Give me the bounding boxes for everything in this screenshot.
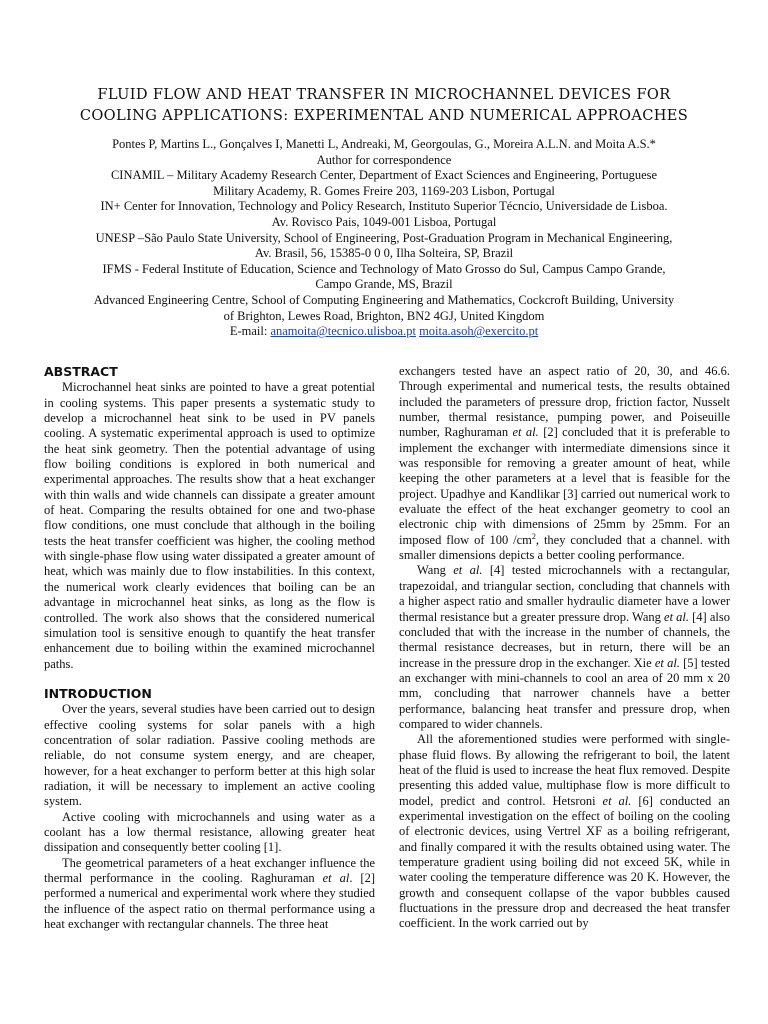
affiliation-line: UNESP –São Paulo State University, School of Engineering, Post-Graduation Program in Mechanical Engineering, (95, 230, 673, 245)
email-link-2[interactable]: moita.asoh@exercito.pt (419, 324, 539, 339)
text-run: The geometrical parameters of a heat exchanger influence the thermal performance in the cooling. Raghuraman (44, 855, 375, 885)
text-run: . [2] performed a numerical and experimental work where they studied the influence of the aspect ratio on thermal performance using a heat exchanger with rectangular channels. The three heat (44, 871, 376, 932)
text-run: All the aforementioned studies were performed with single-phase fluid flows. By allowing the refrigerant to boil, the latent heat of the fluid is used to increase the heat flux removed. Despite presenting this added value, multiphase flow is more difficult to model, predict and control. Hetsroni (399, 732, 730, 808)
abstract-text: Microchannel heat sinks are pointed to have a great potential in cooling systems. This paper presents a systematic study to develop a microchannel heat sink to be used in PV panels cooling. A systematic experimental approach is used to optimize the heat sink geometry. Then the potential advantage of using flow boiling conditions is explored in both numerical and experimental approaches. The results show that a heat exchanger with thin walls and wide channels can dissipate a greater amount of heat. Comparing the results obtained for one and two-phase flow conditions, one must conclude that although in the boiling tests the heat transfer coefficient was higher, the cooling method with single-phase flow using water dissipated a greater amount of heat, which was mainly due to flow instabilities. In this context, the numerical work clearly evidences that boiling can be an advantage in microchannel heat sinks, as long as the flow is controlled. The work also shows that the considered numerical simulation tool is sensitive enough to quantify the heat transfer enhancement due to boiling within the examined microchannel paths. (44, 380, 375, 671)
et-al: et al. (654, 655, 680, 670)
right-paragraph-2 (399, 563, 730, 732)
affiliation-line: IN+ Center for Innovation, Technology and Policy Research, Instituto Superior Técncio, Universidade de Lisboa. (100, 199, 668, 214)
text-run: [2] concluded that it is preferable to implement the exchanger with intermediate dimensions since it was responsible for removing a greater amount of heat, while keeping the other parameters at a level that is feasible for the project. Upadhye and Kandlikar [3] carried out numerical work to evaluate the effect of the heat exchanger geometry to cool an electronic chip with dimensions of 25mm by 25mm. For an imposed flow of 100 /cm (399, 425, 730, 547)
introduction-heading: INTRODUCTION (44, 685, 152, 701)
intro-paragraph-3 (44, 856, 375, 933)
et-al: et al. (453, 563, 483, 578)
paper-title (40, 84, 728, 126)
affiliation-line: Av. Rovisco Pais, 1049-001 Lisboa, Portugal (271, 214, 497, 229)
title-line-2: COOLING APPLICATIONS: EXPERIMENTAL AND NUMERICAL APPROACHES (79, 107, 689, 124)
front-matter (40, 137, 728, 340)
affiliation-line: of Brighton, Lewes Road, Brighton, BN2 4GJ, United Kingdom (223, 308, 545, 323)
affiliation-line: Av. Brasil, 56, 15385-0 0 0, Ilha Solteira, SP, Brazil (254, 246, 514, 261)
affiliation-line: Advanced Engineering Centre, School of Computing Engineering and Mathematics, Cockcroft Building, University (93, 292, 675, 307)
left-column (44, 364, 375, 932)
affiliation-line: Military Academy, R. Gomes Freire 203, 1169-203 Lisbon, Portugal (213, 183, 555, 198)
email-label: E-mail: (229, 324, 268, 339)
text-run: Wang (417, 563, 454, 578)
right-column (399, 364, 730, 932)
text-run: exchangers tested have an aspect ratio of 20, 30, and 46.6. Through experimental and numerical tests, the results obtained included the parameters of pressure drop, friction factor, Nusselt number, thermal resistance, pumping power, and Poiseuille number, Raghuraman (399, 364, 730, 440)
et-al: et al (322, 871, 350, 885)
title-line-1: FLUID FLOW AND HEAT TRANSFER IN MICROCHANNEL DEVICES FOR (97, 86, 671, 103)
text-run: [4] also concluded that with the increase in the number of channels, the thermal resistance decreases, but in return, there will be an increase in the pressure drop in the exchanger. Xie (399, 609, 730, 670)
text-run: [5] tested an exchanger with mini-channels to cool an area of 20 mm x 20 mm, concluding that narrower channels have a better performance, balancing heat transfer and pressure drop, when compared to wider channels. (399, 655, 730, 731)
et-al: et al. (602, 793, 632, 808)
et-al: et al. (512, 425, 539, 440)
text-run: , they concluded that a channel. with smaller dimensions depicts a better cooling performance. (399, 532, 730, 563)
superscript: 2 (531, 531, 536, 541)
email-link-1[interactable]: anamoita@tecnico.ulisboa.pt (270, 324, 416, 339)
intro-paragraph-2: Active cooling with microchannels and using water as a coolant has a low thermal resistance, allowing greater heat dissipation and consequently better cooling [1]. (44, 809, 375, 855)
et-al: et al. (664, 609, 690, 624)
right-paragraph-3 (399, 732, 730, 931)
affiliation-line: IFMS - Federal Institute of Education, Science and Technology of Mato Grosso do Sul, Campus Campo Grande, (102, 261, 666, 276)
text-run: [6] conducted an experimental investigation on the effect of boiling on the cooling of electronic devices, using Vertrel XF as a boiling refrigerant, and finally compared it with the results obtained using water. The temperature gradient using boiling did not exceed 5K, while in water cooling the temperature difference was 20 K. However, the growth and consequent collapse of the vapor bubbles caused fluctuations in the pressure drop and decreased the heat transfer coefficient. In the work carried out by (399, 793, 731, 931)
correspondence-note: Author for correspondence (316, 152, 452, 167)
abstract-heading: ABSTRACT (44, 364, 118, 379)
right-paragraph-1 (399, 364, 730, 563)
affiliation-line: Campo Grande, MS, Brazil (315, 277, 453, 292)
text-run: [4] tested microchannels with a rectangular, trapezoidal, and triangular section, concluding that channels with a higher aspect ratio and smaller hydraulic diameter have a lower thermal resistance but a greater pressure drop. Wang (399, 563, 730, 624)
email-line (40, 324, 728, 340)
affiliation-line: CINAMIL – Military Academy Research Center, Department of Exact Sciences and Engineering, Portuguese (110, 168, 658, 183)
intro-paragraph-1: Over the years, several studies have been carried out to design effective cooling systems for solar panels with a high concentration of solar radiation. Passive cooling methods are reliable, do not consume system energy, and are cheaper, however, for a heat exchanger to perform better at this high solar radiation, it will be necessary to implement an active cooling system. (44, 702, 375, 809)
author-list: Pontes P, Martins L., Gonçalves I, Manetti L, Andreaki, M, Georgoulas, G., Moreira A.L.N. and Moita A.S.* (112, 137, 656, 151)
